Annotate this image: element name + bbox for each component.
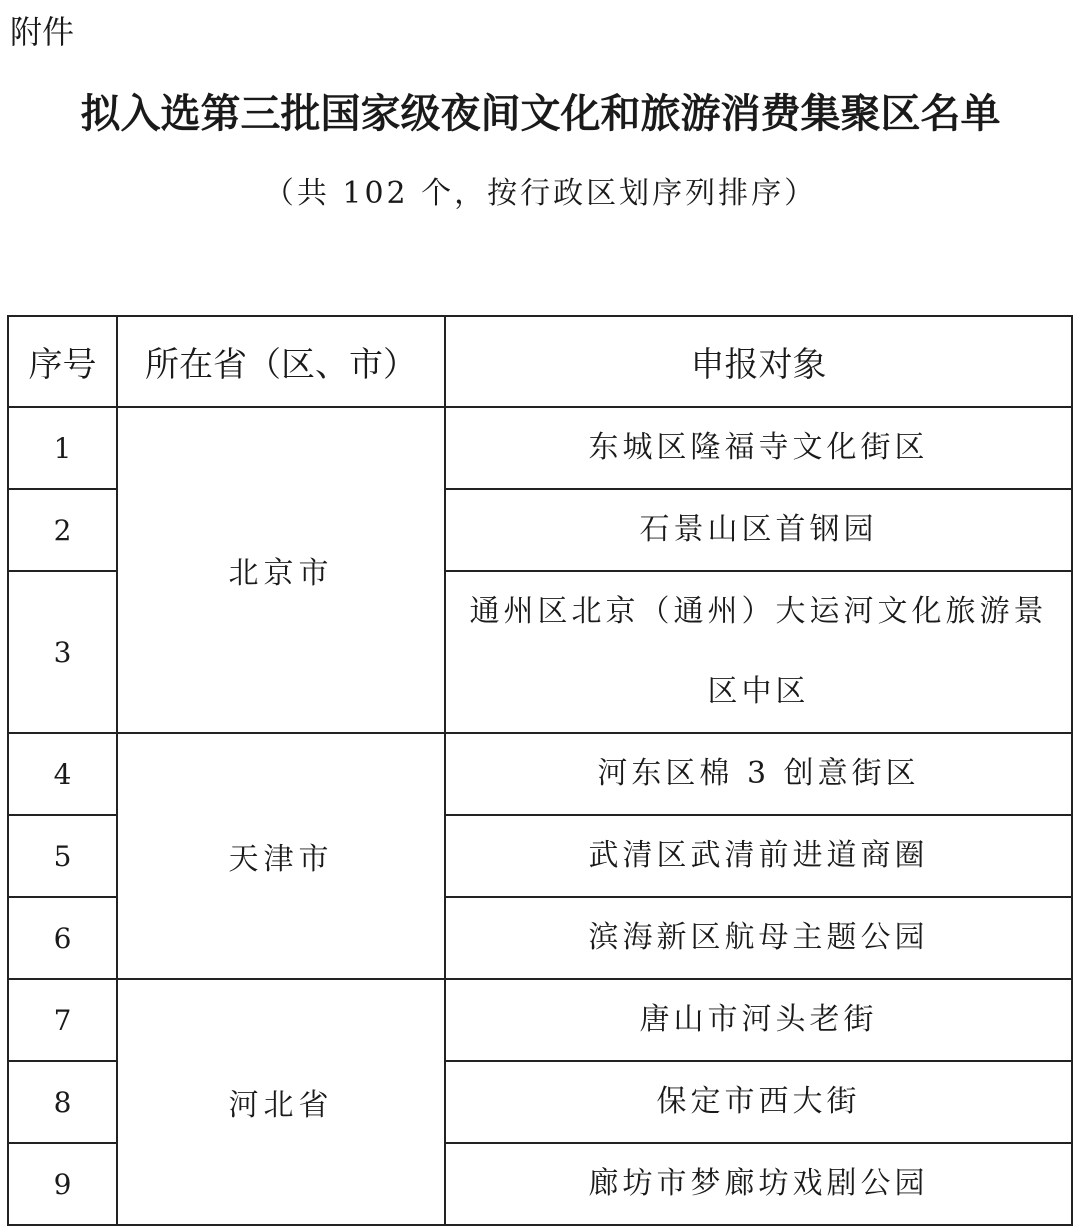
attachment-label: 附件 [10, 13, 75, 51]
applicant-cell: 武清区武清前进道商圈 [445, 815, 1072, 897]
table-row [8, 407, 1072, 489]
applicant-cell: 滨海新区航母主题公园 [445, 897, 1072, 979]
column-header-applicant: 申报对象 [445, 316, 1072, 407]
applicant-cell: 保定市西大街 [445, 1061, 1072, 1143]
column-header-number: 序号 [8, 316, 117, 407]
applicant-cell: 东城区隆福寺文化街区 [445, 407, 1072, 489]
row-number: 9 [8, 1143, 117, 1225]
province-cell: 河北省 [117, 979, 445, 1225]
table-header-row [8, 316, 1072, 407]
row-number: 4 [8, 733, 117, 815]
province-cell: 天津市 [117, 733, 445, 979]
applicant-cell: 廊坊市梦廊坊戏剧公园 [445, 1143, 1072, 1225]
page-subtitle: （共 102 个，按行政区划序列排序） [263, 176, 818, 211]
row-number: 1 [8, 407, 117, 489]
row-number: 6 [8, 897, 117, 979]
list-table [7, 315, 1073, 1226]
row-number: 8 [8, 1061, 117, 1143]
province-cell: 北京市 [117, 407, 445, 733]
table-row [8, 733, 1072, 815]
row-number: 7 [8, 979, 117, 1061]
page-title: 拟入选第三批国家级夜间文化和旅游消费集聚区名单 [80, 90, 1001, 137]
table-row [8, 979, 1072, 1061]
applicant-cell: 河东区棉 3 创意街区 [445, 733, 1072, 815]
column-header-province: 所在省（区、市） [117, 316, 445, 407]
applicant-cell: 唐山市河头老街 [445, 979, 1072, 1061]
row-number: 5 [8, 815, 117, 897]
applicant-cell: 通州区北京（通州）大运河文化旅游景区中区 [445, 571, 1072, 733]
row-number: 3 [8, 571, 117, 733]
applicant-cell: 石景山区首钢园 [445, 489, 1072, 571]
row-number: 2 [8, 489, 117, 571]
